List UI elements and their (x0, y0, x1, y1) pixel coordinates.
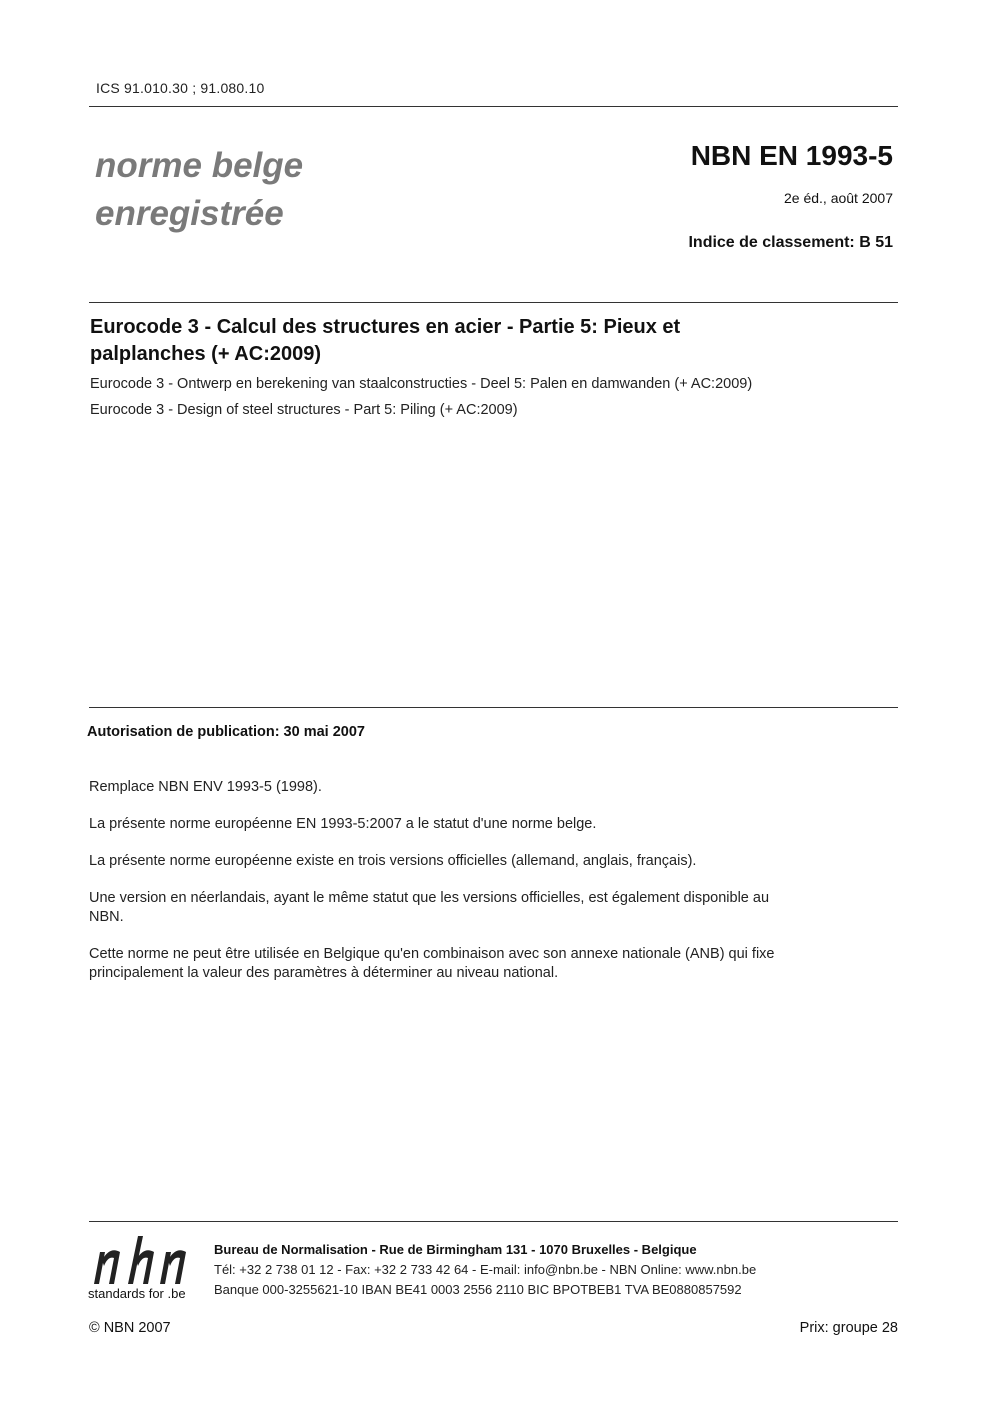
paragraph-dutch-version (89, 889, 889, 927)
organisation-address: Bureau de Normalisation - Rue de Birmingham 131 - 1070 Bruxelles - Belgique (214, 1242, 697, 1257)
body-divider (89, 707, 898, 708)
title-french (90, 314, 890, 368)
top-divider (89, 106, 898, 107)
norme-heading (95, 142, 303, 238)
norme-line-2: enregistrée (95, 194, 284, 233)
footer-divider (89, 1221, 898, 1222)
title-french-line-2: palplanches (+ AC:2009) (90, 343, 322, 365)
paragraph-national-annex-line-1: Cette norme ne peut être utilisée en Belgique qu'en combinaison avec son annexe nationale (ANB) qui fixe (89, 946, 775, 962)
body-text (89, 778, 889, 1001)
price-group: Prix: groupe 28 (799, 1320, 898, 1336)
title-divider (89, 302, 898, 303)
copyright: © NBN 2007 (89, 1320, 171, 1336)
title-dutch: Eurocode 3 - Ontwerp en berekening van staalconstructies - Deel 5: Palen en damwanden (+ AC:2009) (90, 376, 753, 392)
organisation-bank-details: Banque 000-3255621-10 IBAN BE41 0003 2556 2110 BIC BPOTBEB1 TVA BE0880857592 (214, 1282, 742, 1297)
paragraph-dutch-version-line-1: Une version en néerlandais, ayant le même statut que les versions officielles, est également disponible au (89, 890, 770, 906)
paragraph-national-annex-line-2: principalement la valeur des paramètres à déterminer au niveau national. (89, 965, 559, 981)
organisation-contact: Tél: +32 2 738 01 12 - Fax: +32 2 733 42 64 - E-mail: info@nbn.be - NBN Online: www.nbn.be (214, 1262, 757, 1277)
logo-tagline: standards for .be (88, 1286, 186, 1301)
title-english: Eurocode 3 - Design of steel structures - Part 5: Piling (+ AC:2009) (90, 402, 518, 418)
title-french-line-1: Eurocode 3 - Calcul des structures en acier - Partie 5: Pieux et (90, 316, 681, 338)
ics-code: ICS 91.010.30 ; 91.080.10 (96, 80, 265, 96)
paragraph-dutch-version-line-2: NBN. (89, 909, 124, 925)
classification-index: Indice de classement: B 51 (688, 234, 893, 251)
publication-authorisation: Autorisation de publication: 30 mai 2007 (87, 724, 365, 740)
paragraph-status: La présente norme européenne EN 1993-5:2007 a le statut d'une norme belge. (89, 816, 597, 832)
norme-line-1: norme belge (95, 146, 304, 185)
paragraph-replaces: Remplace NBN ENV 1993-5 (1998). (89, 779, 322, 795)
paragraph-versions: La présente norme européenne existe en trois versions officielles (allemand, anglais, français). (89, 853, 697, 869)
paragraph-national-annex (89, 945, 889, 983)
document-number: NBN EN 1993-5 (690, 140, 893, 171)
edition-date: 2e éd., août 2007 (784, 190, 893, 206)
